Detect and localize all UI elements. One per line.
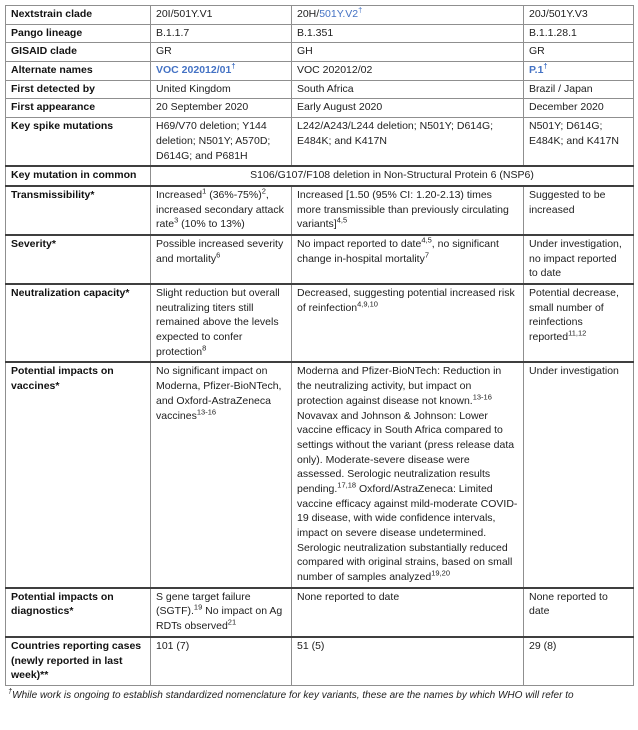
merged-cell (151, 166, 634, 186)
text-run: 29 (8) (529, 639, 557, 652)
superscript-ref: 1 (202, 186, 207, 196)
text-run: H69/V70 deletion; Y144 deletion; N501Y; A570D; D614G; and P681H (156, 120, 271, 162)
table-cell (292, 637, 524, 686)
variant-table-body (6, 6, 634, 686)
row-label: Key spike mutations (6, 118, 151, 167)
table-cell (292, 6, 524, 25)
table-cell (151, 6, 292, 25)
row-label: First detected by (6, 80, 151, 99)
text-run: Increased (156, 188, 203, 201)
text-run: B.1.1.7 (156, 26, 190, 39)
table-cell (151, 62, 292, 81)
text-run: N501Y; D614G; E484K; and K417N (529, 120, 619, 147)
superscript-ref: 19,20 (431, 568, 451, 578)
footnote (5, 686, 633, 701)
text-run: United Kingdom (156, 82, 231, 95)
text-run: No impact on Ag RDTs observed (156, 605, 283, 633)
text-run: South Africa (297, 82, 354, 95)
superscript-ref: † (543, 61, 548, 71)
text-run: Novavax and Johnson & Johnson: Lower vaccine efficacy in South Africa compared to settings without the variant (press release data only). Moderate-severe disease were assessed. Serologic neutralization results pending. (297, 409, 515, 495)
table-row (6, 284, 634, 362)
table-row (6, 99, 634, 118)
table-cell (151, 637, 292, 686)
text-run: While work is ongoing to establish standardized nomenclature for key variants, these are the names by which WHO will refer to (12, 689, 574, 701)
text-run: None reported to date (529, 590, 608, 618)
table-cell (292, 62, 524, 81)
table-cell (524, 637, 634, 686)
superscript-ref: 3 (174, 215, 179, 225)
text-run: , no significant change in-hospital mortality (297, 237, 499, 265)
text-run: Slight reduction but overall neutralizing titers still remained above the levels expected to confer protection (156, 287, 280, 358)
superscript-ref: 7 (424, 250, 429, 260)
table-cell (524, 118, 634, 167)
table-row (6, 235, 634, 284)
table-cell (292, 80, 524, 99)
superscript-ref: 6 (216, 250, 221, 260)
table-cell (524, 235, 634, 284)
table-cell (151, 118, 292, 167)
superscript-ref: 13-16 (196, 407, 217, 416)
superscript-ref: 4,9,10 (357, 299, 378, 309)
superscript-ref: 8 (202, 343, 207, 353)
table-cell (151, 588, 292, 637)
text-run: Oxford/AstraZeneca: Limited vaccine efficacy against mild-moderate COVID-19 disease, with wide confidence intervals, impact on severe disease undetermined. Serologic neutralization substantially reduced compared with original strains, based on small number of samples analyzed (297, 482, 518, 584)
superscript-ref: 17,18 (337, 480, 357, 490)
text-run: GR (156, 45, 172, 58)
table-cell (151, 362, 292, 587)
table-cell (524, 186, 634, 235)
table-row (6, 118, 634, 167)
row-label: First appearance (6, 99, 151, 118)
text-run: 20 September 2020 (156, 101, 249, 114)
row-label: Potential impacts on diagnostics* (6, 588, 151, 637)
row-label: Severity* (6, 235, 151, 284)
row-label: Nextstrain clade (6, 6, 151, 25)
table-cell (524, 6, 634, 25)
table-cell (151, 186, 292, 235)
table-cell (292, 43, 524, 62)
text-run: B.1.351 (297, 26, 334, 39)
superscript-ref: 19 (193, 602, 203, 612)
text-run: (10% to 13%) (178, 218, 245, 231)
row-label: Pango lineage (6, 24, 151, 43)
text-run: Suggested to be increased (529, 188, 606, 216)
text-run: 501Y.V2 (319, 8, 359, 20)
text-run: S gene target failure (SGTF). (156, 590, 251, 618)
table-row (6, 637, 634, 686)
table-cell (292, 186, 524, 235)
superscript-ref: † (358, 5, 363, 15)
table-cell (524, 99, 634, 118)
table-row (6, 80, 634, 99)
table-row (6, 186, 634, 235)
text-run: VOC 202012/01 (156, 64, 232, 77)
table-cell (292, 118, 524, 167)
text-run: L242/A243/L244 deletion; N501Y; D614G; E484K; and K417N (297, 120, 494, 147)
text-run: Under investigation (529, 365, 619, 378)
table-cell (151, 235, 292, 284)
table-cell (292, 588, 524, 637)
table-cell (151, 80, 292, 99)
row-label: Potential impacts on vaccines* (6, 362, 151, 587)
table-cell (524, 80, 634, 99)
table-cell (524, 362, 634, 587)
table-cell (151, 284, 292, 362)
text-run: None reported to date (297, 590, 400, 603)
superscript-ref: † (231, 61, 236, 71)
text-run: Under investigation, no impact reported to date (529, 237, 622, 280)
text-run: , increased secondary attack rate (156, 188, 284, 231)
table-cell (524, 284, 634, 362)
text-run: Moderna and Pfizer-BioNTech: Reduction in the neutralizing activity, but impact on protection against disease not known. (297, 365, 502, 407)
text-run: Brazil / Japan (529, 82, 593, 95)
text-run: 20H/ (297, 8, 320, 20)
table-cell (151, 43, 292, 62)
table-row (6, 166, 634, 186)
superscript-ref: 4,5 (421, 235, 432, 245)
row-label: Key mutation in common (6, 166, 151, 186)
text-run: P.1 (529, 64, 544, 77)
superscript-ref: 21 (227, 617, 237, 627)
table-cell (151, 24, 292, 43)
superscript-ref: 2 (261, 186, 266, 196)
table-row (6, 43, 634, 62)
table-cell (292, 99, 524, 118)
text-run: Potential decrease, small number of reinfections reported (529, 287, 619, 344)
text-run: 101 (7) (156, 639, 190, 652)
superscript-ref: † (8, 686, 13, 696)
row-label: Transmissibility* (6, 186, 151, 235)
text-run: 20I/501Y.V1 (156, 8, 213, 20)
text-run: VOC 202012/02 (297, 64, 373, 77)
superscript-ref: 13-16 (472, 392, 492, 402)
table-cell (292, 362, 524, 587)
text-run: Increased [1.50 (95% CI: 1.20-2.13) times more transmissible than previously circulating variants] (297, 188, 509, 231)
text-run: (36%-75%) (206, 188, 262, 201)
table-row (6, 362, 634, 587)
table-cell (524, 588, 634, 637)
text-run: B.1.1.28.1 (529, 26, 577, 39)
text-run: Possible increased severity and mortality (156, 237, 284, 265)
text-run: Early August 2020 (297, 101, 383, 114)
row-label: Neutralization capacity* (6, 284, 151, 362)
table-row (6, 62, 634, 81)
text-run: No significant impact on Moderna, Pfizer-BioNTech, and Oxford-AstraZeneca vaccines (156, 365, 282, 422)
table-row (6, 6, 634, 25)
text-run: No impact reported to date (297, 237, 422, 250)
text-run: GH (297, 45, 313, 58)
text-run: Decreased, suggesting potential increased risk of reinfection (297, 287, 515, 314)
table-cell (292, 284, 524, 362)
table-cell (524, 62, 634, 81)
table-row (6, 24, 634, 43)
table-row (6, 588, 634, 637)
text-run: 51 (5) (297, 639, 325, 652)
table-cell (524, 24, 634, 43)
text-run: GR (529, 45, 545, 58)
table-cell (292, 24, 524, 43)
superscript-ref: 4,5 (336, 215, 348, 225)
text-run: December 2020 (529, 101, 604, 114)
superscript-ref: 11,12 (568, 328, 587, 338)
text-run: 20J/501Y.V3 (529, 8, 588, 20)
table-cell (151, 99, 292, 118)
table-cell (524, 43, 634, 62)
variant-comparison-table (5, 5, 634, 686)
row-label: Countries reporting cases (newly reported in last week)** (6, 637, 151, 686)
table-cell (292, 235, 524, 284)
row-label: GISAID clade (6, 43, 151, 62)
text-run: S106/G107/F108 deletion in Non-Structural Protein 6 (NSP6) (250, 169, 534, 182)
row-label: Alternate names (6, 62, 151, 81)
